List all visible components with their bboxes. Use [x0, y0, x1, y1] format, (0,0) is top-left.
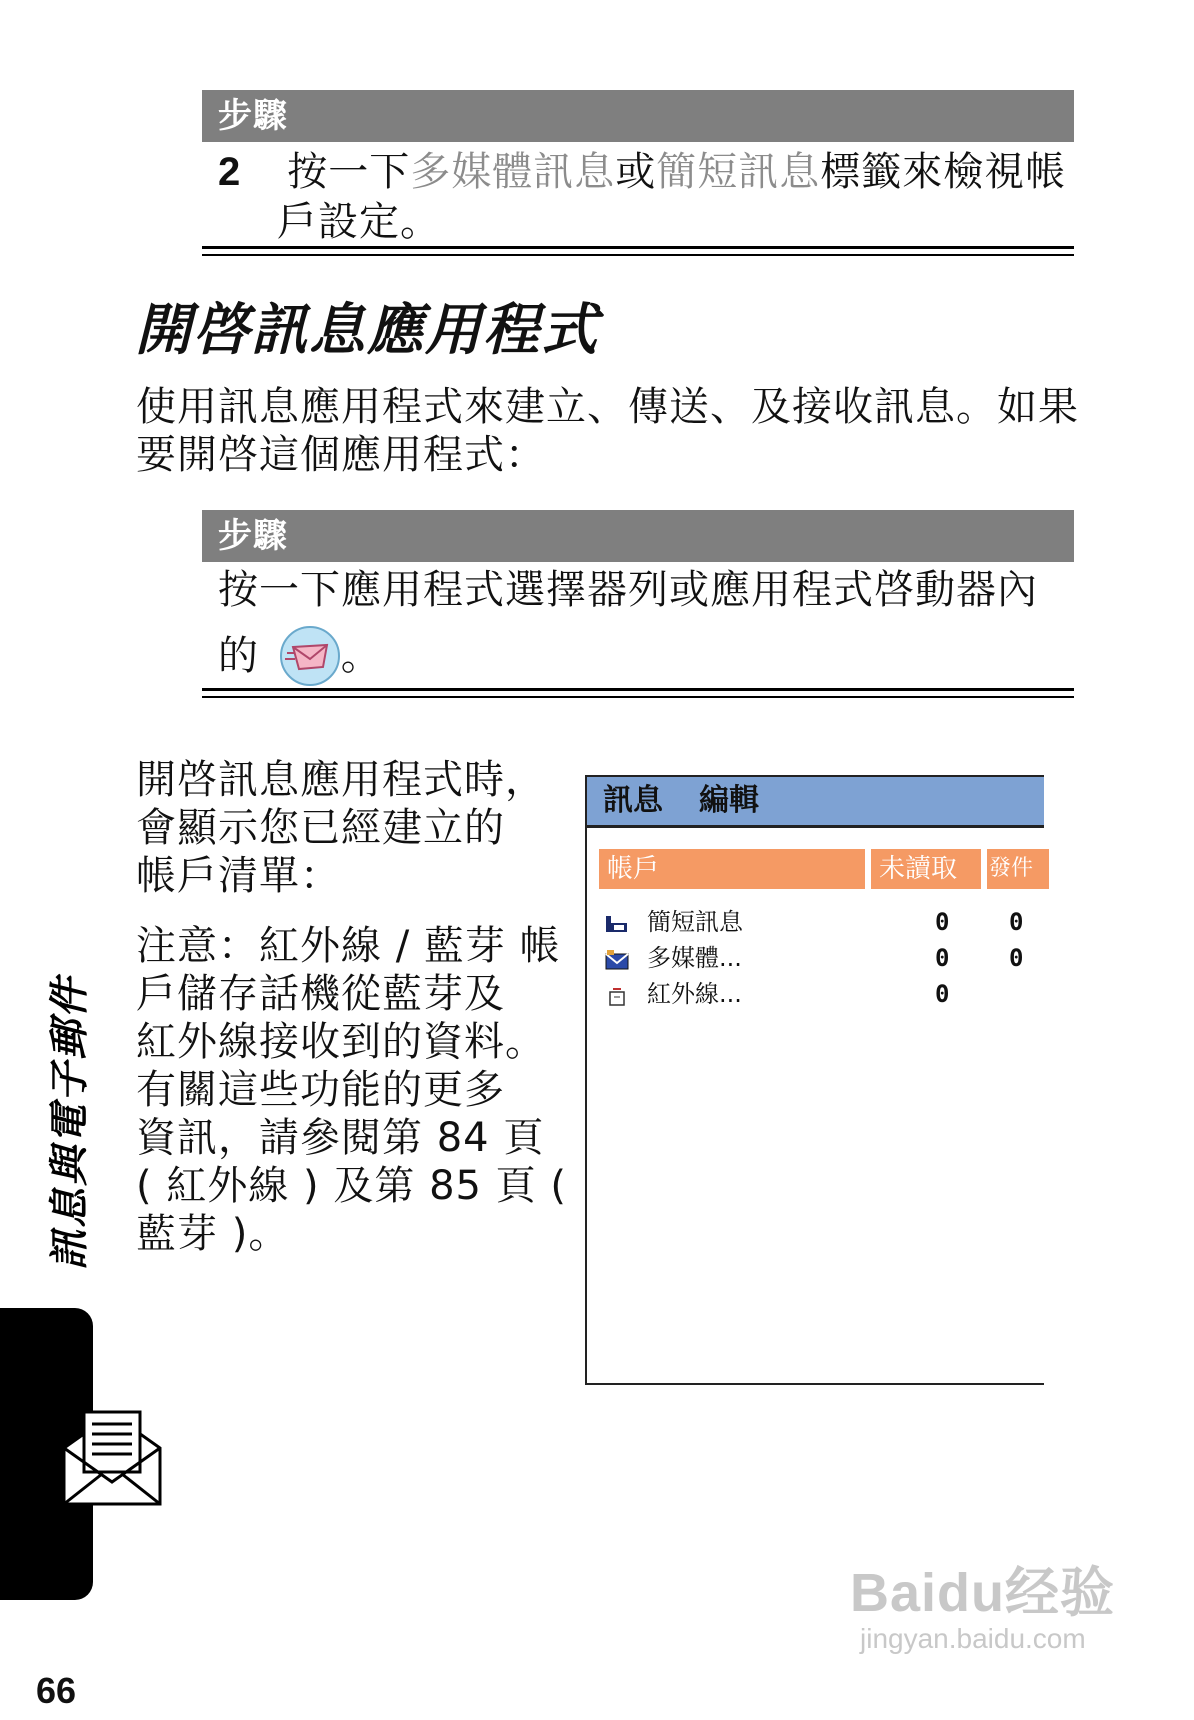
column-header-unread[interactable]: 未讀取 — [871, 849, 981, 889]
note-line: 有關這些功能的更多 — [136, 1067, 505, 1113]
watermark-logo-text: Baidu经验 — [850, 1563, 1116, 1623]
body-line: 會顯示您已經建立的 — [136, 805, 505, 851]
mms-tab-label: 多媒體訊息 — [410, 149, 616, 195]
column-header-outbox[interactable]: 發件箱 — [987, 849, 1049, 889]
step-text-continued: 戶設定。 — [277, 199, 441, 245]
step-instruction — [218, 147, 1068, 197]
infrared-icon — [605, 983, 629, 1005]
body-line: 開啓訊息應用程式時， — [136, 757, 546, 803]
watermark — [850, 1550, 1115, 1655]
account-name: 多媒體... — [647, 944, 742, 972]
step-text: 或 — [615, 149, 657, 195]
step-instruction-line2 — [218, 625, 382, 685]
divider — [202, 254, 1074, 256]
sms-tab-label: 簡短訊息 — [656, 149, 821, 195]
step-text: 標籤來檢視帳 — [820, 149, 1067, 195]
mms-envelope-icon — [605, 947, 629, 969]
body-line: 帳戶清單： — [136, 853, 341, 899]
unread-count: 0 — [935, 944, 950, 972]
step-text: 的 — [218, 633, 259, 679]
step-instruction: 按一下應用程式選擇器列或應用程式啓動器內 — [218, 567, 1038, 613]
account-row[interactable] — [605, 977, 1025, 1011]
column-header-account[interactable]: 帳戶 — [599, 849, 865, 889]
account-row[interactable] — [605, 905, 1025, 939]
outbox-count: 0 — [1009, 944, 1024, 972]
menu-messages[interactable]: 訊息 — [603, 783, 663, 818]
outbox-count: 0 — [1009, 908, 1024, 936]
divider — [202, 696, 1074, 698]
account-name: 紅外線... — [647, 980, 742, 1008]
step-number: 2 — [218, 150, 242, 194]
page-number: 66 — [36, 1670, 77, 1711]
section-title: 開啓訊息應用程式 — [135, 298, 599, 363]
note-line: ( 紅外線 ) 及第 85 頁 ( — [136, 1163, 568, 1209]
step-text: 按一下 — [287, 149, 411, 195]
account-name: 簡短訊息 — [647, 908, 743, 936]
unread-count: 0 — [935, 980, 950, 1008]
chapter-label: 訊息與電子郵件 — [47, 976, 93, 1270]
intro-line: 使用訊息應用程式來建立、傳送、及接收訊息。如果 — [136, 384, 1079, 430]
note-line: 注意：紅外線 / 藍芽 帳 — [136, 923, 561, 969]
note-line: 戶儲存話機從藍芽及 — [136, 971, 505, 1017]
watermark-url: jingyan.baidu.com — [860, 1623, 1086, 1654]
unread-count: 0 — [935, 908, 950, 936]
divider — [202, 246, 1074, 249]
step-header: 步驟 — [202, 510, 1074, 562]
menu-edit[interactable]: 編輯 — [699, 783, 759, 818]
account-row[interactable] — [605, 941, 1025, 975]
messaging-screenshot — [585, 775, 1044, 1385]
note-line: 紅外線接收到的資料。 — [136, 1019, 546, 1065]
note-line: 資訊，請參閱第 84 頁 — [136, 1115, 545, 1161]
step-text: 。 — [340, 633, 382, 679]
sms-inbox-icon — [605, 911, 629, 933]
note-line: 藍芽 )。 — [136, 1211, 290, 1257]
divider — [202, 688, 1074, 691]
mail-envelope-icon — [60, 1408, 164, 1508]
intro-line: 要開啓這個應用程式： — [136, 432, 546, 478]
step-header: 步驟 — [202, 90, 1074, 142]
messaging-app-icon[interactable] — [279, 625, 341, 687]
menu-bar — [587, 777, 1044, 828]
